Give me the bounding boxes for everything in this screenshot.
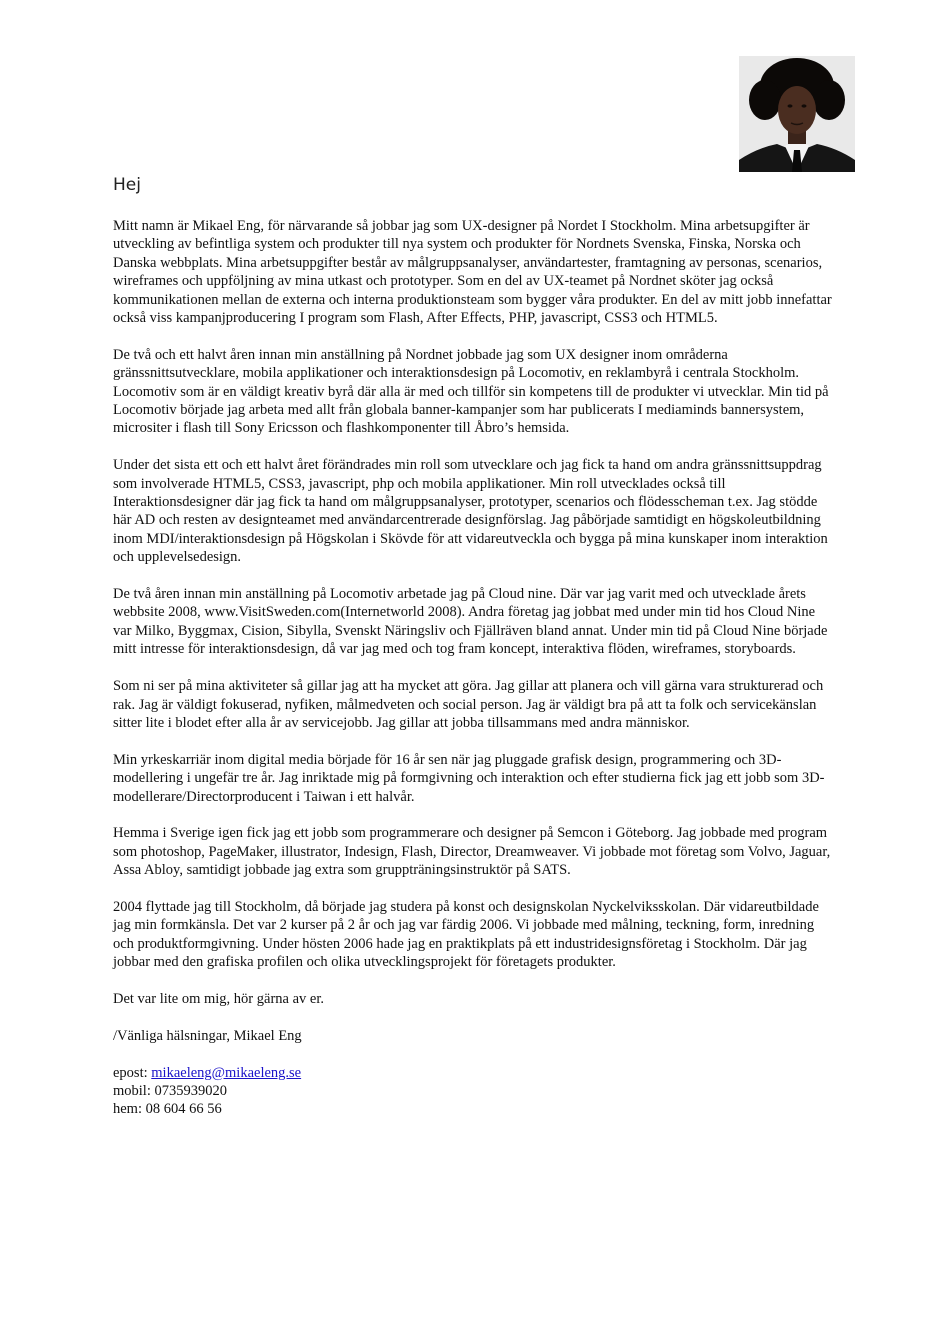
signature: /Vänliga hälsningar, Mikael Eng (113, 1027, 302, 1044)
email-link[interactable]: mikaeleng@mikaeleng.se (151, 1064, 302, 1081)
paragraph-role-change: Under det sista ett och ett halvt året förändrades min roll som utvecklare och jag fick ta hand om andra gränssnittsuppdrag som involverade HTML5, CSS3, javascript, php och mobila applikationer. Min roll utvecklades också till Interaktionsdesigner där jag fick ta hand om målgruppsanalyser, prototyper, scenarios och flödesscheman t.ex. Jag stödde här AD och resten av designteamet med användarcentrerade designförslag. Jag påbörjade samtidigt en högskoleutbildning inom MDI/interaktionsdesign på Högskolan i Skövde för att vidareutveckla och bygga på mina kunskaper inom interaktion och upplevelsedesign. (113, 457, 828, 566)
paragraph-cloud-nine: De två åren innan min anställning på Locomotiv arbetade jag på Cloud nine. Där var jag varit med och utvecklade årets webbsite 2008, www.VisitSweden.com(Internetworld 2008). Andra företag jag jobbat med under min tid hos Cloud Nine var Milko, Byggmax, Cision, Sibylla, Svenskt Näringsliv och Fjällräven bland annat. Under min tid på Cloud Nine började mitt intresse för interaktionsdesign, då var jag med och tog fram koncept, interaktiva flöden, wireframes, storyboards. (113, 586, 828, 658)
paragraph-semcon: Hemma i Sverige igen fick jag ett jobb som programmerare och designer på Semcon i Göteborg. Jag jobbade med program som photoshop, PageMaker, illustrator, Indesign, Flash, Director, Dreamweaver. Vi jobbade mot företag som Volvo, Jaguar, Assa Abloy, samtidigt jobbade jag extra som gruppträningsinstruktör på SATS. (113, 825, 831, 879)
paragraph-education: 2004 flyttade jag till Stockholm, då började jag studera på konst och designskolan Nyckelviksskolan. Där vidareutbildade jag min formkänsla. Det var 2 kurser på 2 år och jag var färdig 2006. Vi jobbade med målning, teckning, form, inredning och produktformgivning. Under hösten 2006 hade jag en praktikplats på ett industridesignsföretag i Stockholm. Där jag jobbar med den grafiska profilen och olika utvecklingsprojekt för företagets produkter. (113, 898, 819, 971)
letter-body (113, 217, 835, 1119)
mobile-line: mobil: 0735939020 (113, 1082, 227, 1099)
portrait-icon (739, 56, 855, 172)
greeting-heading: Hej (113, 175, 141, 195)
contact-block (113, 1064, 835, 1119)
home-phone-line: hem: 08 604 66 56 (113, 1101, 222, 1118)
email-line (113, 1064, 835, 1082)
paragraph-current-role: Mitt namn är Mikael Eng, för närvarande så jobbar jag som UX-designer på Nordet I Stockholm. Mina arbetsupgifter är utveckling av befintliga system och produkter till nya system och produkter för Nordnets Svenska, Finska, Norska och Danska webbplats. Mina arbetsuppgifter består av målgruppsanalyser, användartester, framtagning av personas, scenarios, wireframes och uppföljning av mina utkast och prototyper. Som en del av UX-teamet på Nordnet sköter jag också kommunikationen mellan de externa och interna produktionsteam som bygger våra produkter. En del av mitt jobb innefattar också viss kampanjproducering I program som Flash, After Effects, PHP, javascript, CSS3 och HTML5. (113, 218, 832, 327)
paragraph-personality: Som ni ser på mina aktiviteter så gillar jag att ha mycket att göra. Jag gillar att planera och vill gärna vara strukturerad och rak. Jag är väldigt fokuserad, nyfiken, målmedveten och social person. Jag är väldigt bra på att ta folk och servicekänslan sitter lite i blodet efter alla år av servicejobb. Jag gillar att jobba tillsammans med andra människor. (113, 678, 824, 731)
paragraph-closing: Det var lite om mig, hör gärna av er. (113, 990, 324, 1007)
paragraph-locomotiv: De två och ett halvt åren innan min anställning på Nordnet jobbade jag som UX designer inom områderna gränssnittsutvecklare, mobila applikationer och interaktionsdesign på Locomotiv, en reklambyrå i centrala Stockholm. Locomotiv som är en väldigt kreativ byrå där alla är med och tillför sin kompetens till de produkter vi utvecklar. Min tid på Locomotiv började jag arbeta med allt från globala banner-kampanjer som har publicerats I mediaminds bannersystem, micrositer i flash till Sony Ericsson och flashkomponenter till Åbro’s hemsida. (113, 346, 829, 437)
email-label: epost: (113, 1064, 152, 1081)
paragraph-career-start: Min yrkeskarriär inom digital media började för 16 år sen när jag pluggade grafisk design, programmering och 3D-modellering i ungefär tre år. Jag inriktade mig på formgivning och interaktion och efter studierna fick jag ett jobb som 3D-modellerare/Directorproducent i Taiwan i ett halvår. (113, 751, 825, 805)
portrait-photo (739, 56, 855, 172)
